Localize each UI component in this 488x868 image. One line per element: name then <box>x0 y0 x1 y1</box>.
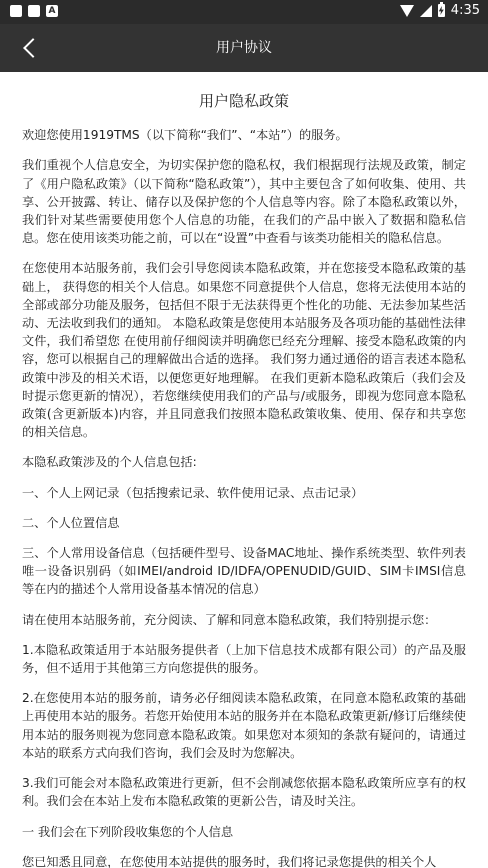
status-bar-left <box>10 5 58 17</box>
paragraph: 一、个人上网记录（包括搜索记录、软件使用记录、点击记录） <box>22 485 364 500</box>
wifi-icon <box>400 5 414 17</box>
paragraph: 3.我们可能会对本隐私政策进行更新，但不会削减您依据本隐私政策所应享有的权利。我们会在本站上发布本隐私政策的更新公告，请及时关注。 <box>22 776 466 809</box>
notification-icon <box>10 5 22 17</box>
paragraph: 本隐私政策涉及的个人信息包括: <box>22 455 197 470</box>
back-arrow-icon <box>23 38 43 58</box>
status-bar-right <box>400 3 480 18</box>
paragraph: 在您使用本站服务前，我们会引导您阅读本隐私政策，并在您接受本隐私政策的基础上， 获得您的相关个人信息。如果您不同意提供个人信息，您将无法使用本站的全部或部分功能及服务，包括但不限于无法获得更个性化的功能、无法参加某些活动、无法收到我们的通知。 本隐私政策是您使用本站服务及各项功能的基础性法律文件，我们希望您 在使用前仔细阅读并明确您已经充分理解、接受本隐私政策的内容，您可以根据自己的理解做出合适的选择。 我们努力通过通俗的语言表述本隐私政策中涉及的相关术语，以便您更好地理解。 在我们更新本隐私政策后（我们会及时提示您更新的情况），若您继续使用我们的产品与/或服务，即视为您同意本隐私政策(含更新版本)内容，并且同意我们按照本隐私政策收集、使用、保存和共享您的相关信息。 <box>22 261 466 440</box>
paragraph: 您已知悉且同意，在您使用本站提供的服务时，我们将记录您提供的相关个人 <box>22 854 437 868</box>
status-time: 4:35 <box>450 3 480 18</box>
page-title: 用户协议 <box>216 40 272 56</box>
paragraph: 一 我们会在下列阶段收集您的个人信息 <box>22 824 234 839</box>
paragraph: 2.在您使用本站的服务前，请务必仔细阅读本隐私政策，在同意本隐私政策的基础上再使用本站的服务。若您开始使用本站的服务并在本隐私政策更新/修订后继续使用本站的服务则视为您同意本隐私政策。如果您对本须知的条款有疑问的，请通过本站的联系方式向我们咨询，我们会及时为您解决。 <box>22 691 466 760</box>
document-title: 用户隐私政策 <box>198 92 289 110</box>
paragraph: 请在使用本站服务前，充分阅读、了解和同意本隐私政策，我们特别提示您： <box>22 612 437 627</box>
paragraph: 1.本隐私政策适用于本站服务提供者（上加下信息技术成都有限公司）的产品及服务，但不适用于其他第三方向您提供的服务。 <box>22 642 466 676</box>
paragraph: 三、个人常用设备信息（包括硬件型号、设备MAC地址、操作系统类型、软件列表唯一设备识别码（如IMEI/android ID/IDFA/OPENUDID/GUID、SIM卡IMSI信息等在内的描述个人常用设备基本情况的信息） <box>22 546 466 597</box>
app-bar <box>0 24 488 72</box>
policy-content[interactable] <box>0 72 488 868</box>
notification-icon <box>28 5 40 17</box>
status-bar <box>0 0 488 24</box>
a-icon: A <box>46 5 58 17</box>
signal-icon <box>420 5 432 17</box>
battery-charging-icon <box>438 4 445 17</box>
paragraph: 欢迎您使用1919TMS（以下简称“我们”、“本站”）的服务。 <box>22 128 348 143</box>
paragraph: 二、个人位置信息 <box>22 515 120 530</box>
back-button[interactable] <box>14 32 46 64</box>
paragraph: 我们重视个人信息安全，为切实保护您的隐私权，我们根据现行法规及政策，制定了《用户隐私政策》（以下简称“隐私政策”），其中主要包含了如何收集、使用、共享、公开披露、转让、储存以及保护您的个人信息等内容。除了本隐私政策以外，我们针对某些需要使用您个人信息的功能，在我们的产品中嵌入了数据和隐私信息。您在使用该类功能之前，可以在“设置”中查看与该类功能相关的隐私信息。 <box>22 158 466 246</box>
